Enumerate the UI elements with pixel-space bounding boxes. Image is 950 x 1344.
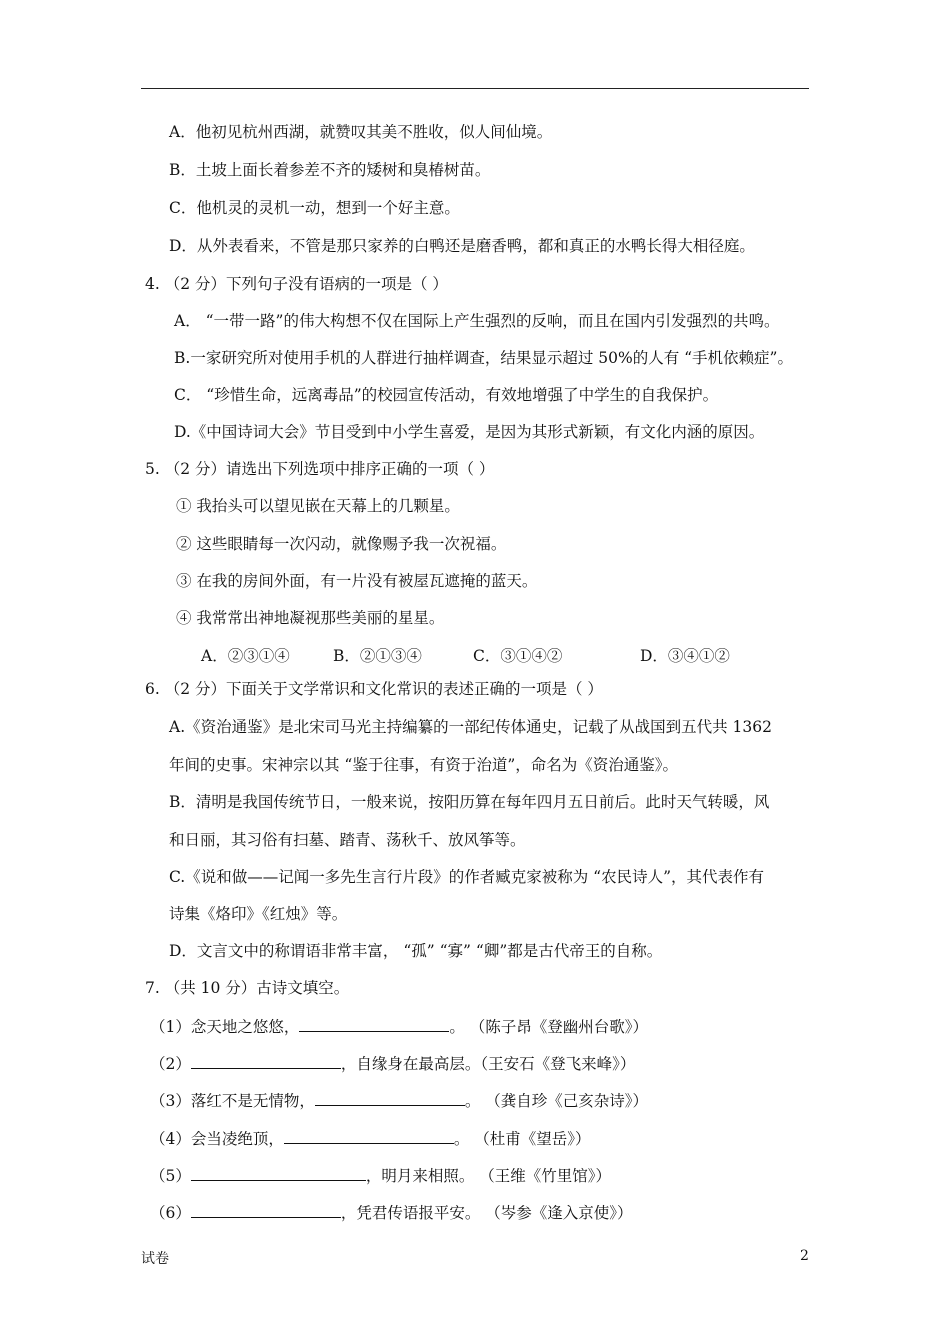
- q5-option-d: D．③④①②: [640, 647, 730, 665]
- q7-item-4-blank[interactable]: [284, 1128, 454, 1144]
- q6-option-c-line1: C.《说和做——记闻一多先生言行片段》的作者臧克家被称为 “农民诗人”，其代表作有: [169, 868, 765, 886]
- q3-option-c: C．他机灵的灵机一动，想到一个好主意。: [169, 199, 460, 217]
- q7-item-6-blank[interactable]: [191, 1202, 341, 1218]
- page-number: 2: [800, 1248, 809, 1264]
- q7-item-1-source: 。 （陈子昂《登幽州台歌》）: [449, 1018, 649, 1036]
- q7-item-6-source: ，凭君传语报平安。 （岑参《逢入京使》）: [340, 1204, 633, 1222]
- q7-item-2: [150, 1053, 635, 1075]
- q7-item-3-blank[interactable]: [315, 1090, 465, 1106]
- q5-stem: 5. （2 分）请选出下列选项中排序正确的一项（ ）: [145, 460, 495, 478]
- q7-item-5-source: ，明月来相照。 （王维《竹里馆》）: [365, 1167, 612, 1185]
- footer-label: 试卷: [141, 1251, 169, 1267]
- q6-option-b-line2: 和日丽，其习俗有扫墓、踏青、荡秋千、放风筝等。: [169, 831, 526, 849]
- q7-item-3-source: 。 （龚自珍《己亥杂诗》）: [464, 1092, 649, 1110]
- q7-item-2-blank[interactable]: [191, 1053, 341, 1069]
- q4-stem: 4. （2 分）下列句子没有语病的一项是（ ）: [145, 275, 448, 293]
- q7-item-5-text: （5）: [150, 1167, 191, 1185]
- q5-sentence-3: ③ 在我的房间外面，有一片没有被屋瓦遮掩的蓝天。: [176, 572, 538, 590]
- q7-item-4-source: 。 （杜甫《望岳》）: [453, 1130, 591, 1148]
- q7-item-2-source: ，自缘身在最高层。（王安石《登飞来峰》）: [340, 1055, 636, 1073]
- q7-item-6-text: （6）: [150, 1204, 191, 1222]
- q3-option-d: D．从外表看来，不管是那只家养的白鸭还是磨香鸭，都和真正的水鸭长得大相径庭。: [169, 237, 755, 255]
- q3-option-b: B．土坡上面长着参差不齐的矮树和臭椿树苗。: [169, 161, 491, 179]
- q7-item-1: [150, 1016, 648, 1038]
- q5-option-a: A．②③①④: [201, 647, 290, 665]
- q7-stem: 7. （共 10 分）古诗文填空。: [145, 979, 350, 997]
- q7-item-3: [150, 1090, 648, 1112]
- q6-option-c-line2: 诗集《烙印》《红烛》等。: [169, 905, 348, 923]
- q7-item-1-blank[interactable]: [299, 1016, 449, 1032]
- q6-stem: 6. （2 分）下面关于文学常识和文化常识的表述正确的一项是（ ）: [145, 680, 603, 698]
- q5-option-b: B．②①③④: [333, 647, 422, 665]
- q7-item-3-text: （3）落红不是无情物，: [150, 1092, 315, 1110]
- q5-sentence-2: ② 这些眼睛每一次闪动，就像赐予我一次祝福。: [176, 535, 507, 553]
- q6-option-a-line2: 年间的史事。宋神宗以其 “鉴于往事，有资于治道”，命名为《资治通鉴》。: [169, 756, 679, 774]
- q4-option-b: B.一家研究所对使用手机的人群进行抽样调查，结果显示超过 50%的人有 “手机依赖症”。: [174, 349, 793, 367]
- q4-option-c: C． “珍惜生命，远离毒品”的校园宣传活动，有效地增强了中学生的自我保护。: [174, 386, 719, 404]
- q7-item-2-text: （2）: [150, 1055, 191, 1073]
- q5-sentence-1: ① 我抬头可以望见嵌在天幕上的几颗星。: [176, 497, 460, 515]
- q6-option-d: D．文言文中的称谓语非常丰富， “孤” “寡” “卿”都是古代帝王的自称。: [169, 942, 663, 960]
- q6-option-a-line1: A.《资治通鉴》是北宋司马光主持编纂的一部纪传体通史，记载了从战国到五代共 1362: [169, 718, 772, 736]
- q7-item-5-blank[interactable]: [191, 1165, 366, 1181]
- q7-item-1-text: （1）念天地之悠悠，: [150, 1018, 300, 1036]
- q7-item-4-text: （4）会当凌绝顶，: [150, 1130, 284, 1148]
- q5-sentence-4: ④ 我常常出神地凝视那些美丽的星星。: [176, 609, 445, 627]
- q7-item-4: [150, 1128, 591, 1150]
- q7-item-5: [150, 1165, 611, 1187]
- q7-item-6: [150, 1202, 633, 1224]
- q4-option-a: A． “一带一路”的伟大构想不仅在国际上产生强烈的反响，而且在国内引发强烈的共鸣。: [174, 312, 780, 330]
- header-rule: [141, 88, 809, 89]
- q4-option-d: D.《中国诗词大会》节目受到中小学生喜爱，是因为其形式新颖，有文化内涵的原因。: [174, 423, 765, 441]
- q6-option-b-line1: B．清明是我国传统节日，一般来说，按阳历算在每年四月五日前后。此时天气转暖，风: [169, 793, 770, 811]
- q3-option-a: A．他初见杭州西湖，就赞叹其美不胜收，似人间仙境。: [169, 123, 553, 141]
- q5-option-c: C．③①④②: [473, 647, 563, 665]
